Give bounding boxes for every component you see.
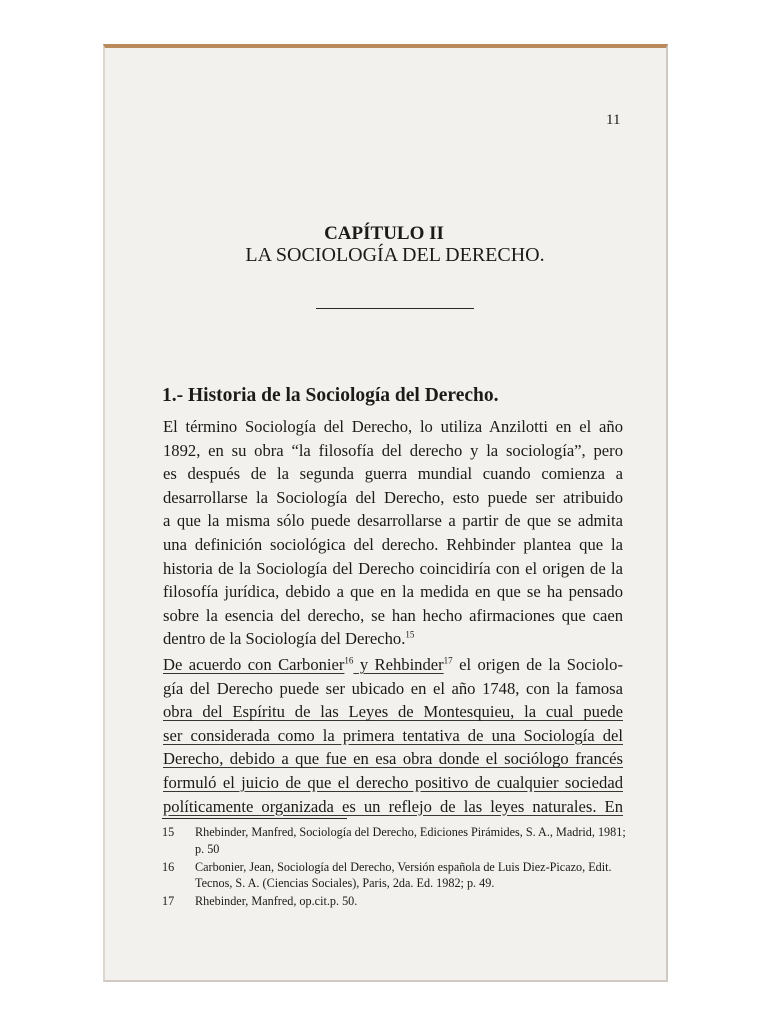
paragraph-line: a que la misma sólo puede desarrollarse a partir de que se admita — [163, 511, 623, 531]
paragraph-line: formuló el juicio de que el derecho positivo de cualquier sociedad — [163, 772, 623, 792]
paragraph-line: filosofía jurídica, debido a que en la medida en que se ha pensado — [163, 582, 623, 602]
paragraph-line: políticamente organizada es un reflejo de las leyes naturales. En — [163, 796, 623, 816]
paragraph-2 — [163, 653, 623, 818]
paragraph-line-text: y Rehbinder — [353, 655, 444, 674]
paragraph-line: gía del Derecho puede ser ubicado en el año 1748, con la famosa — [163, 678, 623, 698]
footnote-divider — [162, 818, 347, 819]
paragraph-line-last — [163, 627, 623, 651]
section-heading: 1.- Historia de la Sociología del Derecho. — [162, 385, 499, 406]
footnote-text: Rhebinder, Manfred, Sociología del Derecho, Ediciones Pirámides, S. A., Madrid, 1981; p. 50 — [195, 825, 626, 856]
paragraph-line — [163, 653, 623, 677]
paragraph-line: es después de la segunda guerra mundial cuando comienza a — [163, 464, 623, 484]
chapter-title: LA SOCIOLOGÍA DEL DERECHO. — [245, 244, 545, 266]
footnotes — [162, 824, 632, 911]
footnote-text: Carbonier, Jean, Sociología del Derecho, Versión española de Luis Diez-Picazo, Edit. Tecnos, S. A. (Ciencias Sociales), Paris, 2da. Ed. 1982; p. 49. — [195, 859, 612, 891]
paragraph-line-text: De acuerdo con Carbonier — [163, 655, 345, 674]
page-number: 11 — [606, 112, 621, 128]
chapter-divider — [316, 308, 474, 309]
paragraph-line: sobre la esencia del derecho, se han hecho afirmaciones que caen — [163, 605, 623, 625]
footnote-number: 15 — [162, 825, 175, 839]
footnote-item — [162, 824, 632, 858]
footnote-ref: 16 — [344, 655, 354, 666]
paragraph-line: 1892, en su obra “la filosofía del derecho y la sociología”, pero — [163, 440, 623, 460]
paragraph-line: una definición sociológica del derecho. Rehbinder plantea que la — [163, 534, 623, 554]
footnote-text: Rhebinder, Manfred, op.cit.p. 50. — [195, 894, 358, 909]
paragraph-1 — [163, 415, 623, 651]
footnote-item — [162, 893, 632, 910]
footnote-ref: 15 — [405, 629, 415, 640]
paragraph-line-text: el origen de la Sociolo- — [452, 655, 623, 674]
paragraph-line: historia de la Sociología del Derecho coincidiría con el origen de la — [163, 558, 623, 578]
paragraph-line-text: dentro de la Sociología del Derecho. — [163, 629, 406, 649]
paragraph-line: ser considerada como la primera tentativa de una Sociología del — [163, 725, 623, 745]
paragraph-line: El término Sociología del Derecho, lo utiliza Anzilotti en el año — [163, 417, 623, 436]
paragraph-line: desarrollarse la Sociología del Derecho, esto puede ser atribuido — [163, 487, 623, 507]
paragraph-line: Derecho, debido a que fue en esa obra donde el sociólogo francés — [163, 749, 623, 769]
footnote-number: 16 — [162, 859, 175, 874]
chapter-label: CAPÍTULO II — [324, 223, 444, 244]
paragraph-line: obra del Espíritu de las Leyes de Montesquieu, la cual puede — [163, 702, 623, 722]
footnote-ref: 17 — [443, 655, 453, 666]
footnote-item — [162, 859, 632, 893]
footnote-number: 17 — [162, 894, 175, 909]
